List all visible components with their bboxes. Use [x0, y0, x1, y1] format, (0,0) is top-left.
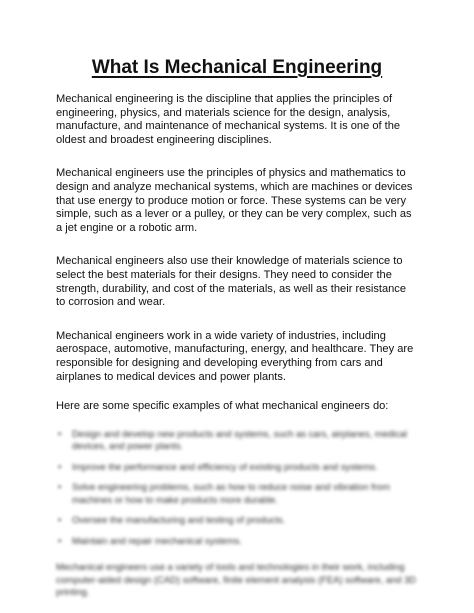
document-title: What Is Mechanical Engineering — [91, 57, 383, 78]
list-item-text: Improve the performance and efficiency of existing products and systems. — [72, 460, 378, 472]
bullet-icon: • — [58, 460, 62, 472]
list-item — [56, 461, 418, 474]
list-item — [56, 514, 418, 527]
blurred-preview — [56, 428, 418, 599]
list-item — [56, 428, 418, 453]
document-body — [56, 93, 418, 599]
paragraph-industries: Mechanical engineers work in a wide variety of industries, including aerospace, automotive, manufacturing, energy, and healthcare. They are responsible for designing and developing everything from cars and airplanes to medical devices and power plants. — [56, 329, 414, 383]
list-item — [56, 535, 418, 548]
paragraph-definition: Mechanical engineering is the discipline that applies the principles of engineering, physics, and materials science for the design, analysis, manufacture, and maintenance of mechanical systems. It is one of the oldest and broadest engineering disciplines. — [56, 93, 401, 146]
bullet-icon: • — [58, 534, 62, 546]
list-item-text: Maintain and repair mechanical systems. — [72, 534, 242, 546]
list-item-text: Design and develop new products and systems, such as cars, airplanes, medical devices, and power plants. — [72, 427, 408, 452]
list-item-text: Solve engineering problems, such as how to reduce noise and vibration from machines or how to make products more durable. — [72, 481, 390, 505]
paragraph-materials: Mechanical engineers also use their knowledge of materials science to select the best materials for their designs. They need to consider the strength, durability, and cost of the materials, as well as their resistance to corrosion and wear. — [56, 255, 407, 309]
bullet-icon: • — [58, 514, 62, 526]
paragraph-examples-intro: Here are some specific examples of what mechanical engineers do: — [56, 400, 389, 413]
paragraph-tools: Mechanical engineers use a variety of tools and technologies in their work, including computer-aided design (CAD) software, finite element analysis (FEA) software, and 3D printing. — [56, 561, 417, 598]
examples-list — [56, 428, 418, 548]
paragraph-physics: Mechanical engineers use the principles of physics and mathematics to design and analyze mechanical systems, which are machines or devices that use energy to produce motion or force. These systems can be very simple, such as a lever or a pulley, or they can be very complex, such as a jet engine or a robotic arm. — [56, 167, 413, 234]
list-item-text: Oversee the manufacturing and testing of products. — [72, 514, 286, 526]
list-item — [56, 481, 418, 506]
bullet-icon: • — [58, 481, 62, 493]
bullet-icon: • — [58, 427, 62, 439]
